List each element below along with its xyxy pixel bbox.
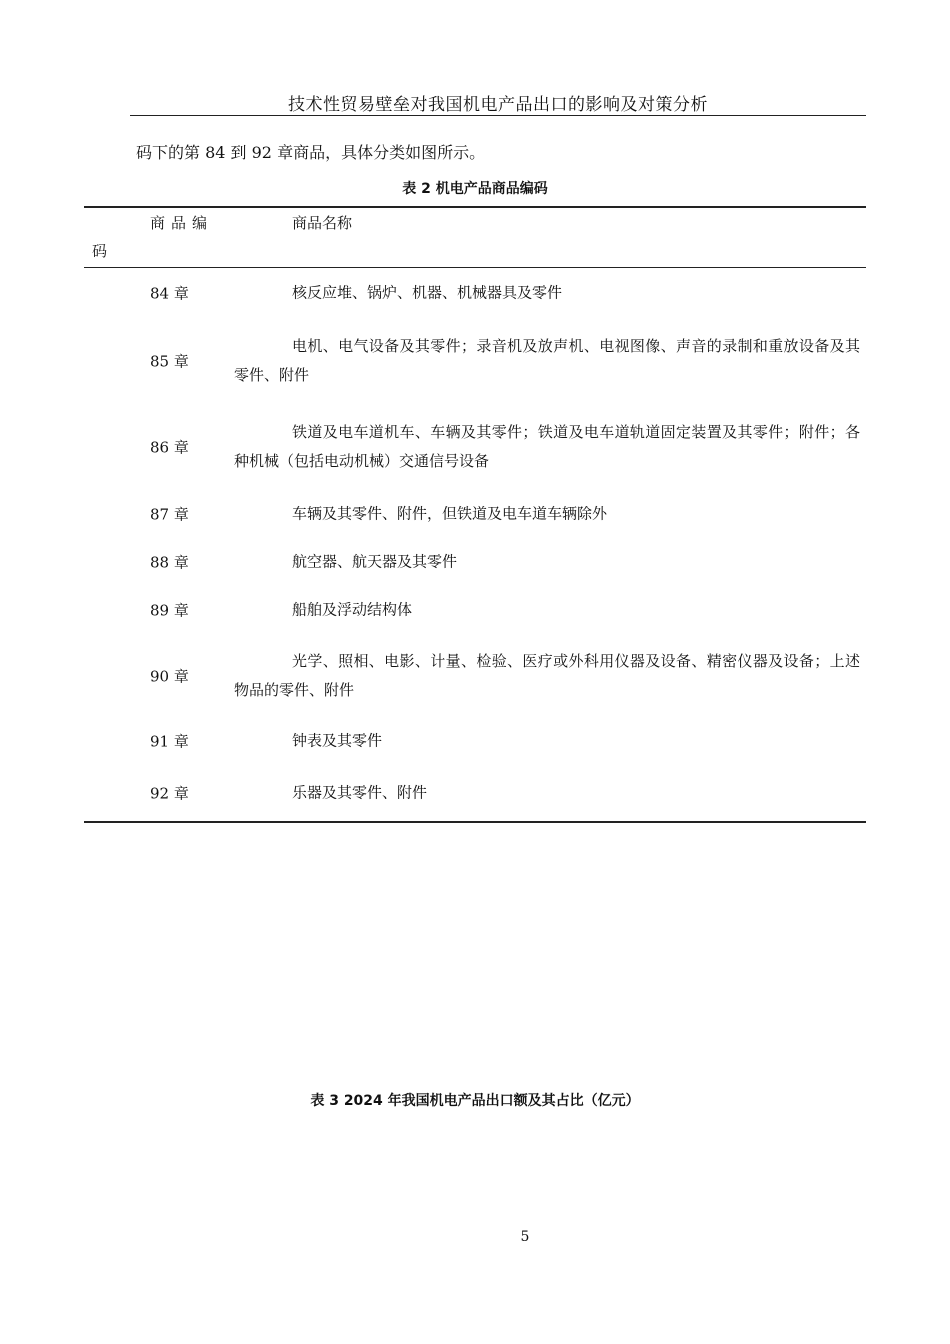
chapter-code: 84 章 (150, 284, 189, 303)
intro-paragraph: 码下的第 84 到 92 章商品，具体分类如图所示。 (136, 143, 486, 162)
table-row (84, 718, 866, 764)
chapter-code: 87 章 (150, 505, 189, 524)
table-row (84, 764, 866, 821)
table-row (84, 586, 866, 634)
table3-caption: 表 3 2024 年我国机电产品出口额及其占比（亿元） (310, 1093, 640, 1109)
running-header: 技术性贸易壁垒对我国机电产品出口的影响及对策分析 (288, 95, 708, 115)
chapter-code: 86 章 (150, 438, 189, 457)
chapter-code: 85 章 (150, 352, 189, 371)
table-row (84, 490, 866, 538)
chapter-code: 91 章 (150, 732, 189, 751)
chapter-name: 乐器及其零件、附件 (292, 783, 428, 801)
chapter-code: 89 章 (150, 601, 189, 620)
table-row (84, 538, 866, 586)
chapter-name: 铁道及电车道机车、车辆及其零件；铁道及电车道轨道固定装置及其零件；附件；各种机械（包括电动机械）交通信号设备 (234, 423, 860, 470)
chapter-name: 航空器、航天器及其零件 (292, 552, 458, 571)
table2-caption: 表 2 机电产品商品编码 (402, 181, 548, 197)
page-number: 5 (520, 1229, 530, 1245)
chapter-name: 核反应堆、锅炉、机器、机械器具及零件 (292, 283, 563, 302)
header-code-label: 商品编 (150, 214, 214, 232)
chapter-name: 车辆及其零件、附件，但铁道及电车道车辆除外 (292, 504, 608, 523)
header-code-label-wrap: 码 (92, 242, 108, 260)
table-header (84, 208, 866, 268)
chapter-name: 光学、照相、电影、计量、检验、医疗或外科用仪器及设备、精密仪器及设备；上述物品的零件、附件 (234, 652, 860, 699)
table-row (84, 634, 866, 718)
commodity-code-table (84, 206, 866, 823)
table-row (84, 268, 866, 318)
chapter-code: 90 章 (150, 667, 189, 686)
header-rule (130, 115, 866, 116)
chapter-name: 钟表及其零件 (292, 731, 383, 750)
chapter-code: 88 章 (150, 553, 189, 572)
header-name-label: 商品名称 (292, 214, 353, 232)
table-row (84, 404, 866, 490)
chapter-name: 电机、电气设备及其零件；录音机及放声机、电视图像、声音的录制和重放设备及其零件、附件 (234, 337, 860, 384)
chapter-name: 船舶及浮动结构体 (292, 600, 413, 619)
chapter-code: 92 章 (150, 784, 189, 802)
table-row (84, 318, 866, 404)
